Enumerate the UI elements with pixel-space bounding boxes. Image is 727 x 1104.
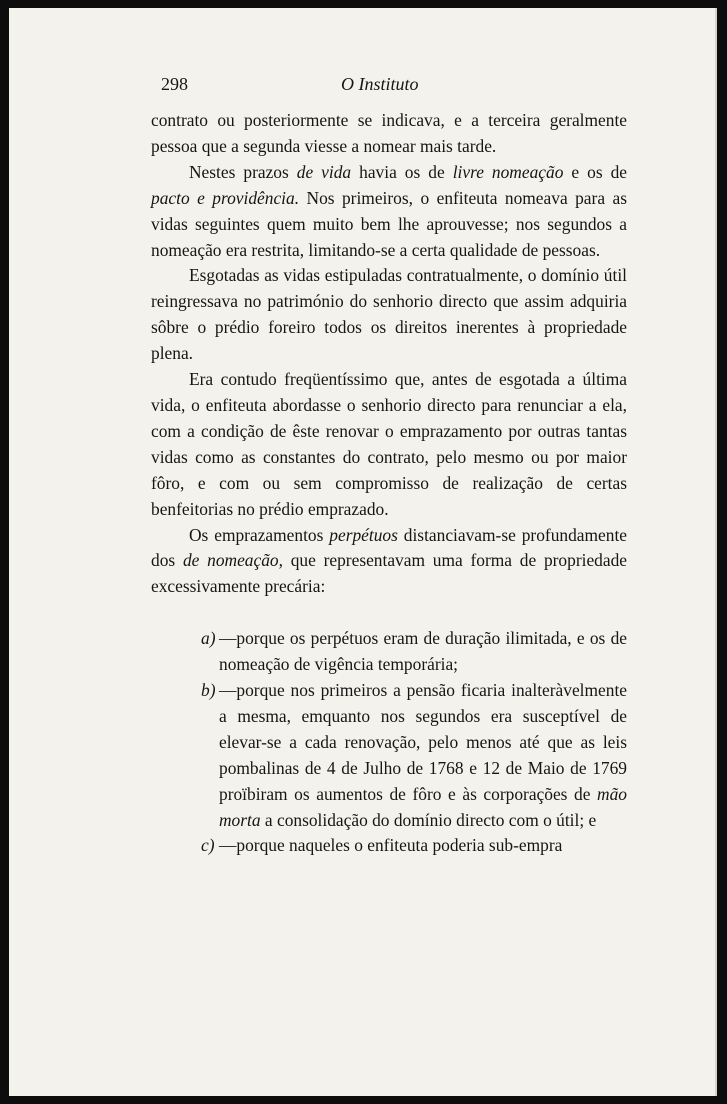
running-title: O Instituto [341,74,419,94]
text-run: Nestes prazos [189,161,297,182]
text-run: contrato ou posteriormente se indicava, e a terceira geralmente pessoa que a segunda viesse a nomear mais tarde. [151,110,627,156]
text-run: e os de [563,161,627,182]
text-run: —porque os perpétuos eram de duração ilimitada, e os de nomeação de vigência temporária; [219,628,627,675]
paragraph-4 [151,367,627,522]
list-item-c [151,833,627,859]
list-marker: c) [201,835,215,856]
page-header [161,74,621,100]
italic-term: de nomeação, [182,550,283,571]
text-run: distanciavam-se profundamente dos [151,524,627,571]
paragraph-1 [151,108,627,160]
list-item-a [151,626,627,678]
text-run: que representavam uma forma de propriedade excessivamente precária: [151,550,627,597]
italic-term: de vida [296,161,352,182]
text-run: Era contudo freqüentíssimo que, antes de esgotada a última vida, o enfiteuta abordasse o senhorio directo para renunciar a ela, com a condição de êste renovar o emprazamento por outras tantas vidas como as constantes do contrato, pelo mesmo ou por maior fôro, e com ou sem compromisso de realização de certas benfeitorias no prédio emprazado. [151,369,627,519]
text-run: —porque naqueles o enfiteuta poderia sub-empra [219,835,563,856]
text-run: Os emprazamentos [189,524,330,545]
text-run: Esgotadas as vidas estipuladas contratualmente, o domínio útil reingressava no património do senhorio directo que assim adquiria sôbre o prédio foreiro todos os direitos inerentes à propriedade plena. [151,265,627,364]
paragraph-5 [151,523,627,601]
italic-term: perpétuos [329,524,398,545]
page-number: 298 [161,74,188,94]
text-run: a consolidação do domínio directo com o útil; e [260,809,597,830]
list-marker: b) [201,680,216,701]
italic-term: livre nomeação [452,161,564,182]
italic-term: mão morta [219,783,627,830]
text-run: Nos primeiros, o enfiteuta nomeava para as vidas seguintes quem muito bem lhe aprouvesse; nos segundos a nomeação era restrita, limitando-se a certa qualidade de pessoas. [151,187,627,260]
list-item-b [151,678,627,833]
list-marker: a) [201,628,216,649]
enumerated-list [151,626,627,859]
text-run: —porque nos primeiros a pensão ficaria inalteràvelmente a mesma, emquanto nos segundos era susceptível de elevar-se a cada renovação, pelo menos até que as leis pombalinas de 4 de Julho de 1768 e 12 de Maio de 1769 proïbiram os aumentos de fôro e às corporações de [219,680,627,804]
text-run: havia os de [351,161,453,182]
italic-term: pacto e providência. [151,187,300,208]
paragraph-3 [151,263,627,367]
body-text [151,108,627,859]
paragraph-2 [151,160,627,264]
